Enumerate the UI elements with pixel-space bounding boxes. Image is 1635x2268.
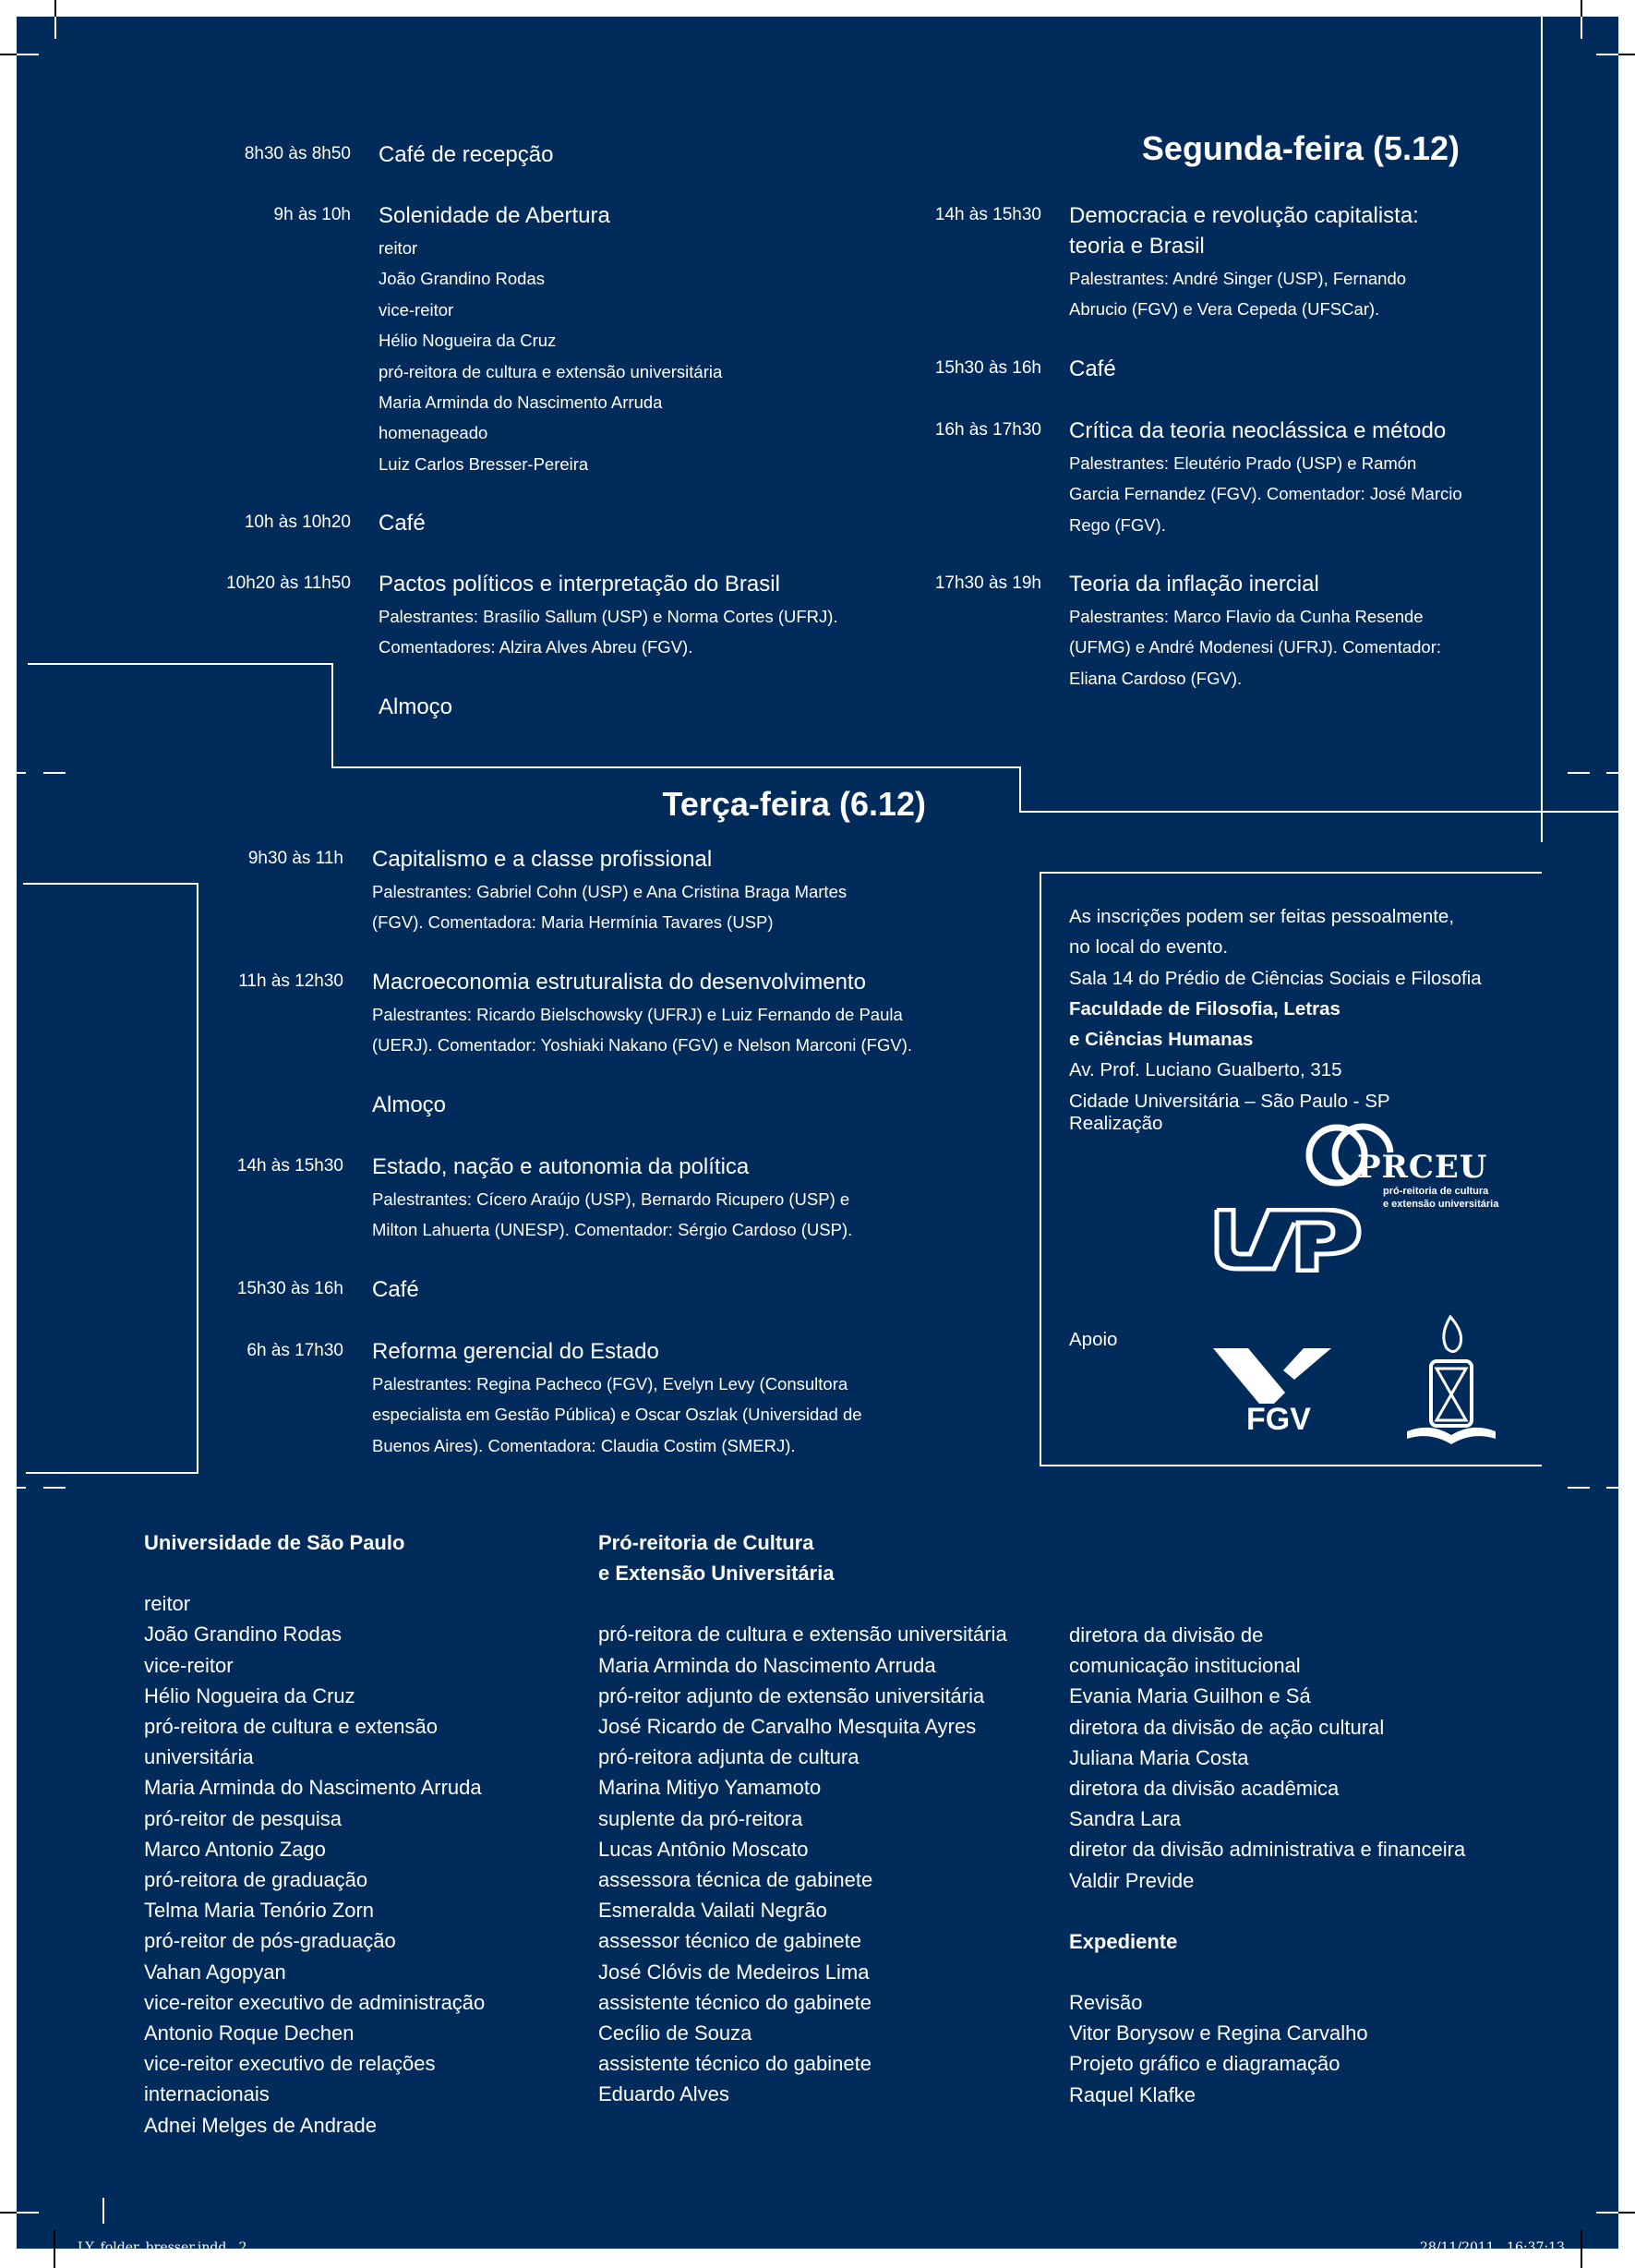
info-line: no local do evento. bbox=[1069, 936, 1229, 959]
session-detail: Palestrantes: Cícero Araújo (USP), Bernardo Ricupero (USP) e bbox=[372, 1189, 850, 1209]
session-detail: (UERJ). Comentador: Yoshiaki Nakano (FGV) e Nelson Marconi (FGV). bbox=[372, 1035, 913, 1056]
session-detail: Rego (FGV). bbox=[1069, 514, 1166, 535]
credit-line: universitária bbox=[144, 1745, 254, 1769]
divider-line bbox=[331, 766, 1021, 768]
credits-divisions bbox=[1069, 1620, 1465, 2110]
session-title: teoria e Brasil bbox=[1069, 234, 1205, 259]
credit-line: Evania Maria Guilhon e Sá bbox=[1069, 1684, 1311, 1708]
session-detail: Comentadores: Alzira Alves Abreu (FGV). bbox=[379, 637, 693, 657]
session-detail: Palestrantes: Regina Pacheco (FGV), Evelyn Levy (Consultora bbox=[372, 1374, 848, 1393]
session-detail: especialista em Gestão Pública) e Oscar Oszlak (Universidad de bbox=[372, 1405, 862, 1425]
divider-line bbox=[331, 663, 333, 768]
session-detail: (UFMG) e André Modenesi (UFRJ). Comentador: bbox=[1069, 637, 1442, 657]
credit-line: Marco Antonio Zago bbox=[144, 1837, 326, 1861]
session-detail: Milton Lahuerta (UNESP). Comentador: Sérgio Cardoso (USP). bbox=[372, 1220, 853, 1240]
prceu-wordmark: PRCEU bbox=[1357, 1149, 1488, 1186]
divider-line bbox=[1541, 17, 1543, 842]
prceu-logo bbox=[1298, 1123, 1520, 1215]
credit-line: Sandra Lara bbox=[1069, 1807, 1182, 1831]
session-time: 9h30 às 11h bbox=[247, 849, 343, 868]
credit-line: pró-reitora de cultura e extensão bbox=[144, 1715, 438, 1739]
credits-usp-heading: Universidade de São Paulo bbox=[144, 1531, 405, 1554]
credit-line: Vahan Agopyan bbox=[144, 1960, 286, 1984]
session-title: Crítica da teoria neoclássica e método bbox=[1069, 418, 1447, 443]
info-line: Cidade Universitária – São Paulo - SP bbox=[1069, 1090, 1390, 1112]
session-detail: Palestrantes: Eleutério Prado (USP) e Ramón bbox=[1069, 453, 1417, 473]
tuesday-heading: Terça-feira (6.12) bbox=[662, 785, 926, 823]
credit-line: pró-reitor adjunto de extensão universitária bbox=[598, 1683, 985, 1707]
credit-line: Juliana Maria Costa bbox=[1069, 1745, 1249, 1769]
fold-mark bbox=[1568, 772, 1590, 774]
session-detail: João Grandino Rodas bbox=[379, 269, 545, 289]
fold-mark bbox=[1581, 17, 1582, 39]
credit-line: diretor da divisão administrativa e financeira bbox=[1069, 1838, 1466, 1862]
fold-mark bbox=[17, 772, 26, 774]
session-title: Macroeconomia estruturalista do desenvolvimento bbox=[372, 970, 866, 995]
credit-line: diretora da divisão de bbox=[1069, 1623, 1264, 1647]
session-detail: Palestrantes: Marco Flavio da Cunha Resende bbox=[1069, 607, 1424, 626]
realizacao-label: Realização bbox=[1069, 1113, 1163, 1134]
fold-mark bbox=[43, 772, 66, 774]
divider-line bbox=[1019, 811, 1618, 813]
emblem-logo bbox=[1400, 1313, 1501, 1452]
credit-line: assistente técnico do gabinete bbox=[598, 1990, 872, 2014]
session-title: Teoria da inflação inercial bbox=[1069, 572, 1319, 597]
credit-line: Raquel Klafke bbox=[1069, 2082, 1196, 2106]
usp-logo-icon bbox=[1213, 1208, 1363, 1273]
fold-mark bbox=[17, 1487, 26, 1489]
session-detail: Eliana Cardoso (FGV). bbox=[1069, 668, 1243, 688]
credit-line: José Clóvis de Medeiros Lima bbox=[598, 1960, 870, 1984]
prceu-subtitle: pró-reitoria de cultura bbox=[1383, 1186, 1489, 1197]
session-title: Almoço bbox=[379, 694, 453, 719]
session-detail: (FGV). Comentadora: Maria Hermínia Tavares (USP) bbox=[372, 912, 774, 933]
credit-line: vice-reitor executivo de administração bbox=[144, 1990, 486, 2014]
credit-line: pró-reitora de cultura e extensão universitária bbox=[598, 1623, 1007, 1647]
info-line: Sala 14 do Prédio de Ciências Sociais e Filosofia bbox=[1069, 967, 1482, 989]
crop-mark bbox=[1581, 2230, 1582, 2268]
divider-line bbox=[26, 1472, 198, 1474]
credit-line: Valdir Previde bbox=[1069, 1868, 1195, 1892]
credit-line: Esmeralda Vailati Negrão bbox=[598, 1899, 827, 1923]
credit-line: vice-reitor executivo de relações bbox=[144, 2052, 436, 2076]
credit-line: Adnei Melges de Andrade bbox=[144, 2113, 377, 2137]
fold-mark bbox=[102, 2198, 104, 2224]
session-title: Solenidade de Abertura bbox=[379, 203, 610, 228]
credit-line: Telma Maria Tenório Zorn bbox=[144, 1899, 375, 1923]
session-time: 11h às 12h30 bbox=[238, 971, 343, 991]
session-detail: Luiz Carlos Bresser-Pereira bbox=[379, 453, 589, 474]
session-detail: Maria Arminda do Nascimento Arruda bbox=[379, 392, 663, 412]
credit-line: Marina Mitiyo Yamamoto bbox=[598, 1776, 822, 1800]
fgv-wordmark: FGV bbox=[1246, 1402, 1311, 1437]
session-detail: Buenos Aires). Comentadora: Claudia Costim (SMERJ). bbox=[372, 1435, 796, 1455]
credit-line: Maria Arminda do Nascimento Arruda bbox=[598, 1653, 936, 1677]
fold-mark bbox=[1606, 1487, 1618, 1489]
credit-line: Revisão bbox=[1069, 1991, 1143, 2015]
session-title: Estado, nação e autonomia da política bbox=[372, 1154, 750, 1179]
credit-line: Projeto gráfico e diagramação bbox=[1069, 2052, 1340, 2076]
credit-line: pró-reitor de pós-graduação bbox=[144, 1929, 396, 1953]
info-line: As inscrições podem ser feitas pessoalmente, bbox=[1069, 906, 1455, 927]
session-detail: Palestrantes: Ricardo Bielschowsky (UFRJ) e Luiz Fernando de Paula bbox=[372, 1005, 903, 1024]
credit-line: reitor bbox=[144, 1592, 191, 1616]
credit-line: João Grandino Rodas bbox=[144, 1623, 343, 1647]
session-time: 10h20 às 11h50 bbox=[226, 573, 351, 593]
credits-prceu bbox=[598, 1527, 1007, 2110]
credit-line: assessora técnica de gabinete bbox=[598, 1868, 873, 1892]
registration-info bbox=[1069, 901, 1482, 1116]
fold-mark bbox=[1568, 1487, 1590, 1489]
credit-line: Antonio Roque Dechen bbox=[144, 2021, 355, 2045]
credit-line: pró-reitora de graduação bbox=[144, 1868, 368, 1892]
fold-mark bbox=[1606, 772, 1618, 774]
session-title: Café de recepção bbox=[379, 142, 554, 167]
session-title: Almoço bbox=[372, 1092, 447, 1117]
session-time: 17h30 às 19h bbox=[934, 573, 1041, 593]
credit-line: internacionais bbox=[144, 2082, 270, 2106]
fgv-logo bbox=[1213, 1348, 1333, 1441]
session-detail: Abrucio (FGV) e Vera Cepeda (UFSCar). bbox=[1069, 299, 1380, 320]
session-detail: vice-reitor bbox=[379, 299, 454, 320]
fold-mark bbox=[54, 17, 56, 39]
credit-line: assessor técnico de gabinete bbox=[598, 1929, 861, 1953]
session-time: 6h às 17h30 bbox=[246, 1341, 343, 1360]
timestamp-slug: 28/11/2011 16:37:13 bbox=[1420, 2240, 1565, 2255]
credit-line: vice-reitor bbox=[144, 1653, 234, 1677]
session-detail: Palestrantes: Brasílio Sallum (USP) e Norma Cortes (UFRJ). bbox=[379, 607, 838, 626]
session-time: 8h30 às 8h50 bbox=[244, 144, 351, 163]
credit-line: assistente técnico do gabinete bbox=[598, 2052, 872, 2076]
candle-hourglass-book-icon bbox=[1400, 1313, 1501, 1452]
divider-line bbox=[1019, 766, 1021, 813]
session-detail: Palestrantes: André Singer (USP), Fernando bbox=[1069, 269, 1407, 288]
session-detail: Garcia Fernandez (FGV). Comentador: José Marcio bbox=[1069, 484, 1462, 504]
session-time: 9h às 10h bbox=[273, 205, 351, 224]
credit-line: pró-reitora adjunta de cultura bbox=[598, 1745, 860, 1769]
session-detail: homenageado bbox=[379, 423, 488, 443]
info-line: Faculdade de Filosofia, Letras bbox=[1069, 997, 1340, 1019]
session-title: Pactos políticos e interpretação do Brasil bbox=[379, 572, 780, 597]
credit-line: Maria Arminda do Nascimento Arruda bbox=[144, 1776, 482, 1800]
expediente-heading: Expediente bbox=[1069, 1929, 1178, 1953]
session-detail: reitor bbox=[379, 238, 418, 258]
credit-line: pró-reitor de pesquisa bbox=[144, 1806, 343, 1830]
credit-line: Lucas Antônio Moscato bbox=[598, 1837, 809, 1861]
session-time: 10h às 10h20 bbox=[244, 513, 351, 532]
session-title: Café bbox=[379, 511, 426, 536]
prceu-subtitle: e extensão universitária bbox=[1383, 1199, 1499, 1210]
divider-line bbox=[23, 883, 198, 885]
info-line: Av. Prof. Luciano Gualberto, 315 bbox=[1069, 1059, 1342, 1081]
session-detail: pró-reitora de cultura e extensão universitária bbox=[379, 361, 723, 381]
fold-mark bbox=[17, 2212, 39, 2214]
info-line: e Ciências Humanas bbox=[1069, 1029, 1254, 1051]
credit-line: comunicação institucional bbox=[1069, 1654, 1301, 1678]
fold-mark bbox=[1596, 54, 1618, 55]
credit-line: José Ricardo de Carvalho Mesquita Ayres bbox=[598, 1715, 977, 1739]
crop-mark bbox=[54, 2230, 55, 2268]
session-time: 16h às 17h30 bbox=[934, 420, 1041, 440]
apoio-label: Apoio bbox=[1069, 1329, 1118, 1350]
credit-line: diretora da divisão acadêmica bbox=[1069, 1777, 1340, 1801]
credit-line: Vitor Borysow e Regina Carvalho bbox=[1069, 2021, 1368, 2045]
credit-line: Hélio Nogueira da Cruz bbox=[144, 1683, 355, 1707]
session-title: Capitalismo e a classe profissional bbox=[372, 847, 713, 872]
fgv-chevron-icon bbox=[1213, 1348, 1333, 1404]
session-title: Democracia e revolução capitalista: bbox=[1069, 203, 1419, 228]
session-time: 15h30 às 16h bbox=[236, 1279, 343, 1298]
monday-heading: Segunda-feira (5.12) bbox=[1141, 129, 1460, 167]
usp-logo bbox=[1213, 1208, 1363, 1273]
credit-line: suplente da pró-reitora bbox=[598, 1806, 803, 1830]
session-title: Café bbox=[372, 1277, 419, 1302]
session-time: 14h às 15h30 bbox=[934, 205, 1041, 224]
session-title: Reforma gerencial do Estado bbox=[372, 1339, 659, 1364]
session-time: 14h às 15h30 bbox=[236, 1156, 343, 1176]
divider-line bbox=[28, 663, 333, 665]
session-detail: Hélio Nogueira da Cruz bbox=[379, 331, 557, 351]
session-detail: Palestrantes: Gabriel Cohn (USP) e Ana Cristina Braga Martes bbox=[372, 882, 848, 901]
credits-usp bbox=[144, 1527, 485, 2141]
file-slug: LY_folder_bresser.indd 2 bbox=[78, 2240, 247, 2255]
session-title: Café bbox=[1069, 356, 1116, 381]
credits-prceu-heading: Pró-reitoria de Cultura bbox=[598, 1531, 814, 1554]
fold-mark bbox=[1596, 2212, 1618, 2214]
credit-line: Cecílio de Souza bbox=[598, 2021, 752, 2045]
credit-line: Eduardo Alves bbox=[598, 2082, 729, 2106]
session-time: 15h30 às 16h bbox=[934, 358, 1041, 378]
credits-prceu-heading: e Extensão Universitária bbox=[598, 1562, 835, 1586]
credit-line: diretora da divisão de ação cultural bbox=[1069, 1715, 1385, 1739]
fold-mark bbox=[17, 54, 39, 55]
fold-mark bbox=[43, 1487, 66, 1489]
info-box bbox=[1040, 872, 1542, 1466]
